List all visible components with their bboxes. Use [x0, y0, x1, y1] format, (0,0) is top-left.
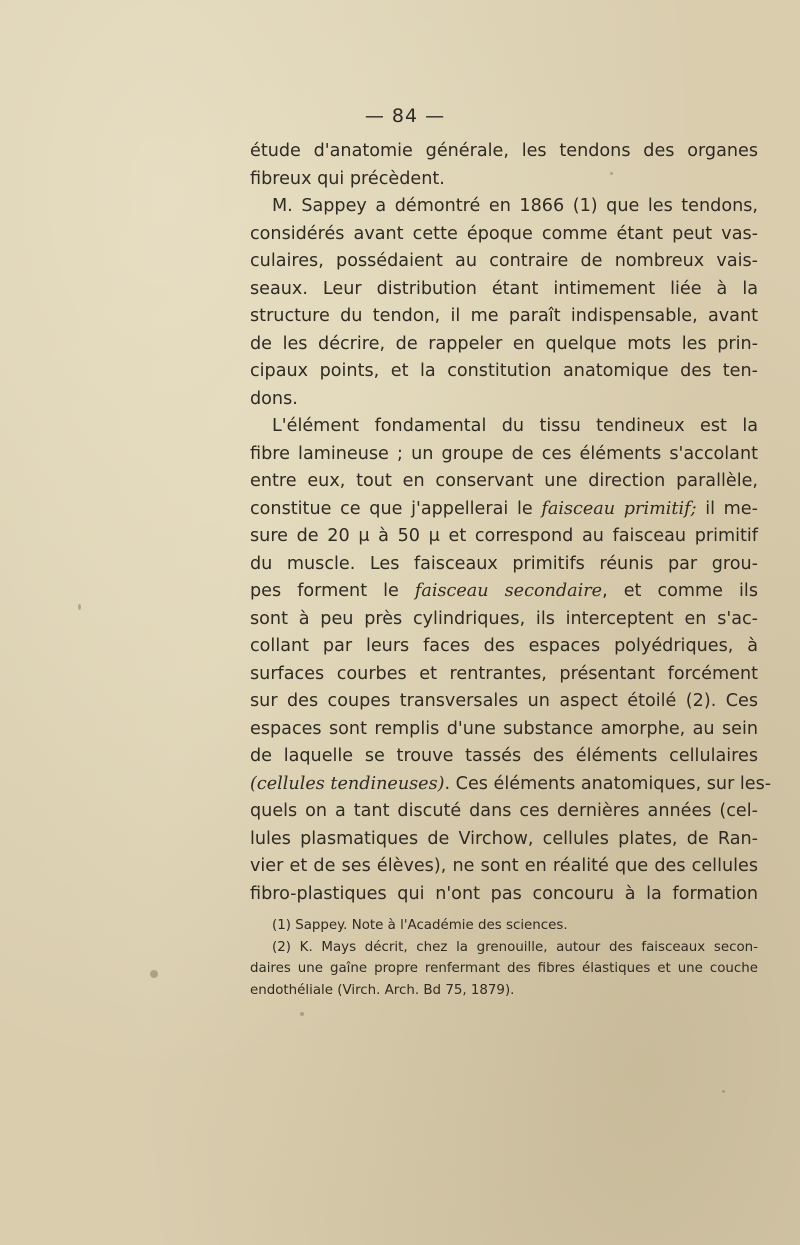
text-line: considérés avant cette époque comme étant peut vas-: [250, 223, 758, 244]
body-text: [250, 138, 772, 908]
text-line: lules plasmatiques de Virchow, cellules plates, de Ran-: [250, 828, 758, 849]
text-line: de laquelle se trouve tassés des éléments cellulaires: [250, 746, 758, 766]
text-line: sont à peu près cylindriques, ils interceptent en s'ac-: [250, 608, 758, 629]
text-run: constitue ce que j'appellerai le: [250, 498, 542, 519]
paper-speck: [722, 1090, 725, 1093]
footnote-2-line: (2) K. Mays décrit, chez la grenouille, autour des faisceaux secon-: [272, 939, 758, 955]
footnote-2-line: daires une gaîne propre renfermant des fibres élastiques et une couche: [250, 961, 758, 976]
text-line-faisceau-primitif: [250, 496, 758, 524]
text-line: fibre lamineuse ; un groupe de ces éléments s'accolant: [250, 443, 758, 464]
text-line: structure du tendon, il me paraît indispensable, avant: [250, 306, 758, 326]
paper-speck: [610, 172, 613, 175]
footnote-2-line: endothéliale (Virch. Arch. Bd 75, 1879).: [250, 982, 515, 998]
text-line: seaux. Leur distribution étant intimement liée à la: [250, 278, 758, 299]
italic-term-cellules-tendineuses: (cellules tendineuses): [250, 773, 445, 794]
text-line: quels on a tant discuté dans ces dernières années (cel-: [250, 801, 758, 821]
text-line: sure de 20 μ à 50 μ et correspond au faisceau primitif: [250, 526, 758, 546]
page-number: — 84 —: [364, 105, 446, 127]
text-run: il me-: [696, 498, 758, 519]
text-run: pes forment le: [250, 581, 415, 601]
paper-speck: [78, 604, 81, 610]
footnotes: [250, 915, 758, 1001]
text-line: L'élément fondamental du tissu tendineux est la: [272, 416, 758, 436]
text-line: du muscle. Les faisceaux primitifs réunis par grou-: [250, 553, 758, 574]
text-line: étude d'anatomie générale, les tendons des organes: [250, 141, 758, 161]
text-line: entre eux, tout en conservant une direction parallèle,: [250, 471, 758, 491]
paper-speck: [150, 970, 158, 978]
text-line: fibro-plastiques qui n'ont pas concouru à la formation: [250, 883, 758, 904]
text-line: surfaces courbes et rentrantes, présentant forcément: [250, 663, 758, 684]
paper-speck: [300, 1012, 304, 1016]
text-line-faisceau-secondaire: [250, 578, 758, 606]
text-line: vier et de ses élèves), ne sont en réalité que des cellules: [250, 856, 758, 876]
text-run: . Ces éléments anatomiques, sur les-: [444, 773, 772, 794]
text-line: sur des coupes transversales un aspect étoilé (2). Ces: [250, 691, 758, 711]
text-line: culaires, possédaient au contraire de nombreux vais-: [250, 251, 758, 271]
text-line: cipaux points, et la constitution anatomique des ten-: [250, 361, 758, 381]
italic-term-faisceau-secondaire: faisceau secondaire: [414, 581, 603, 601]
text-line: collant par leurs faces des espaces polyédriques, à: [250, 636, 758, 656]
text-run: , et comme ils: [602, 581, 758, 601]
text-line-cellules-tendineuses: [250, 771, 772, 799]
text-line: dons.: [250, 388, 298, 409]
text-line: M. Sappey a démontré en 1866 (1) que les tendons,: [272, 196, 758, 216]
footnote-1: (1) Sappey. Note à l'Académie des sciences.: [272, 918, 568, 933]
text-line: espaces sont remplis d'une substance amorphe, au sein: [250, 718, 758, 739]
italic-term-faisceau-primitif: faisceau primitif;: [541, 498, 697, 519]
text-line: fibreux qui précèdent.: [250, 168, 445, 189]
text-line: de les décrire, de rappeler en quelque mots les prin-: [250, 333, 758, 354]
